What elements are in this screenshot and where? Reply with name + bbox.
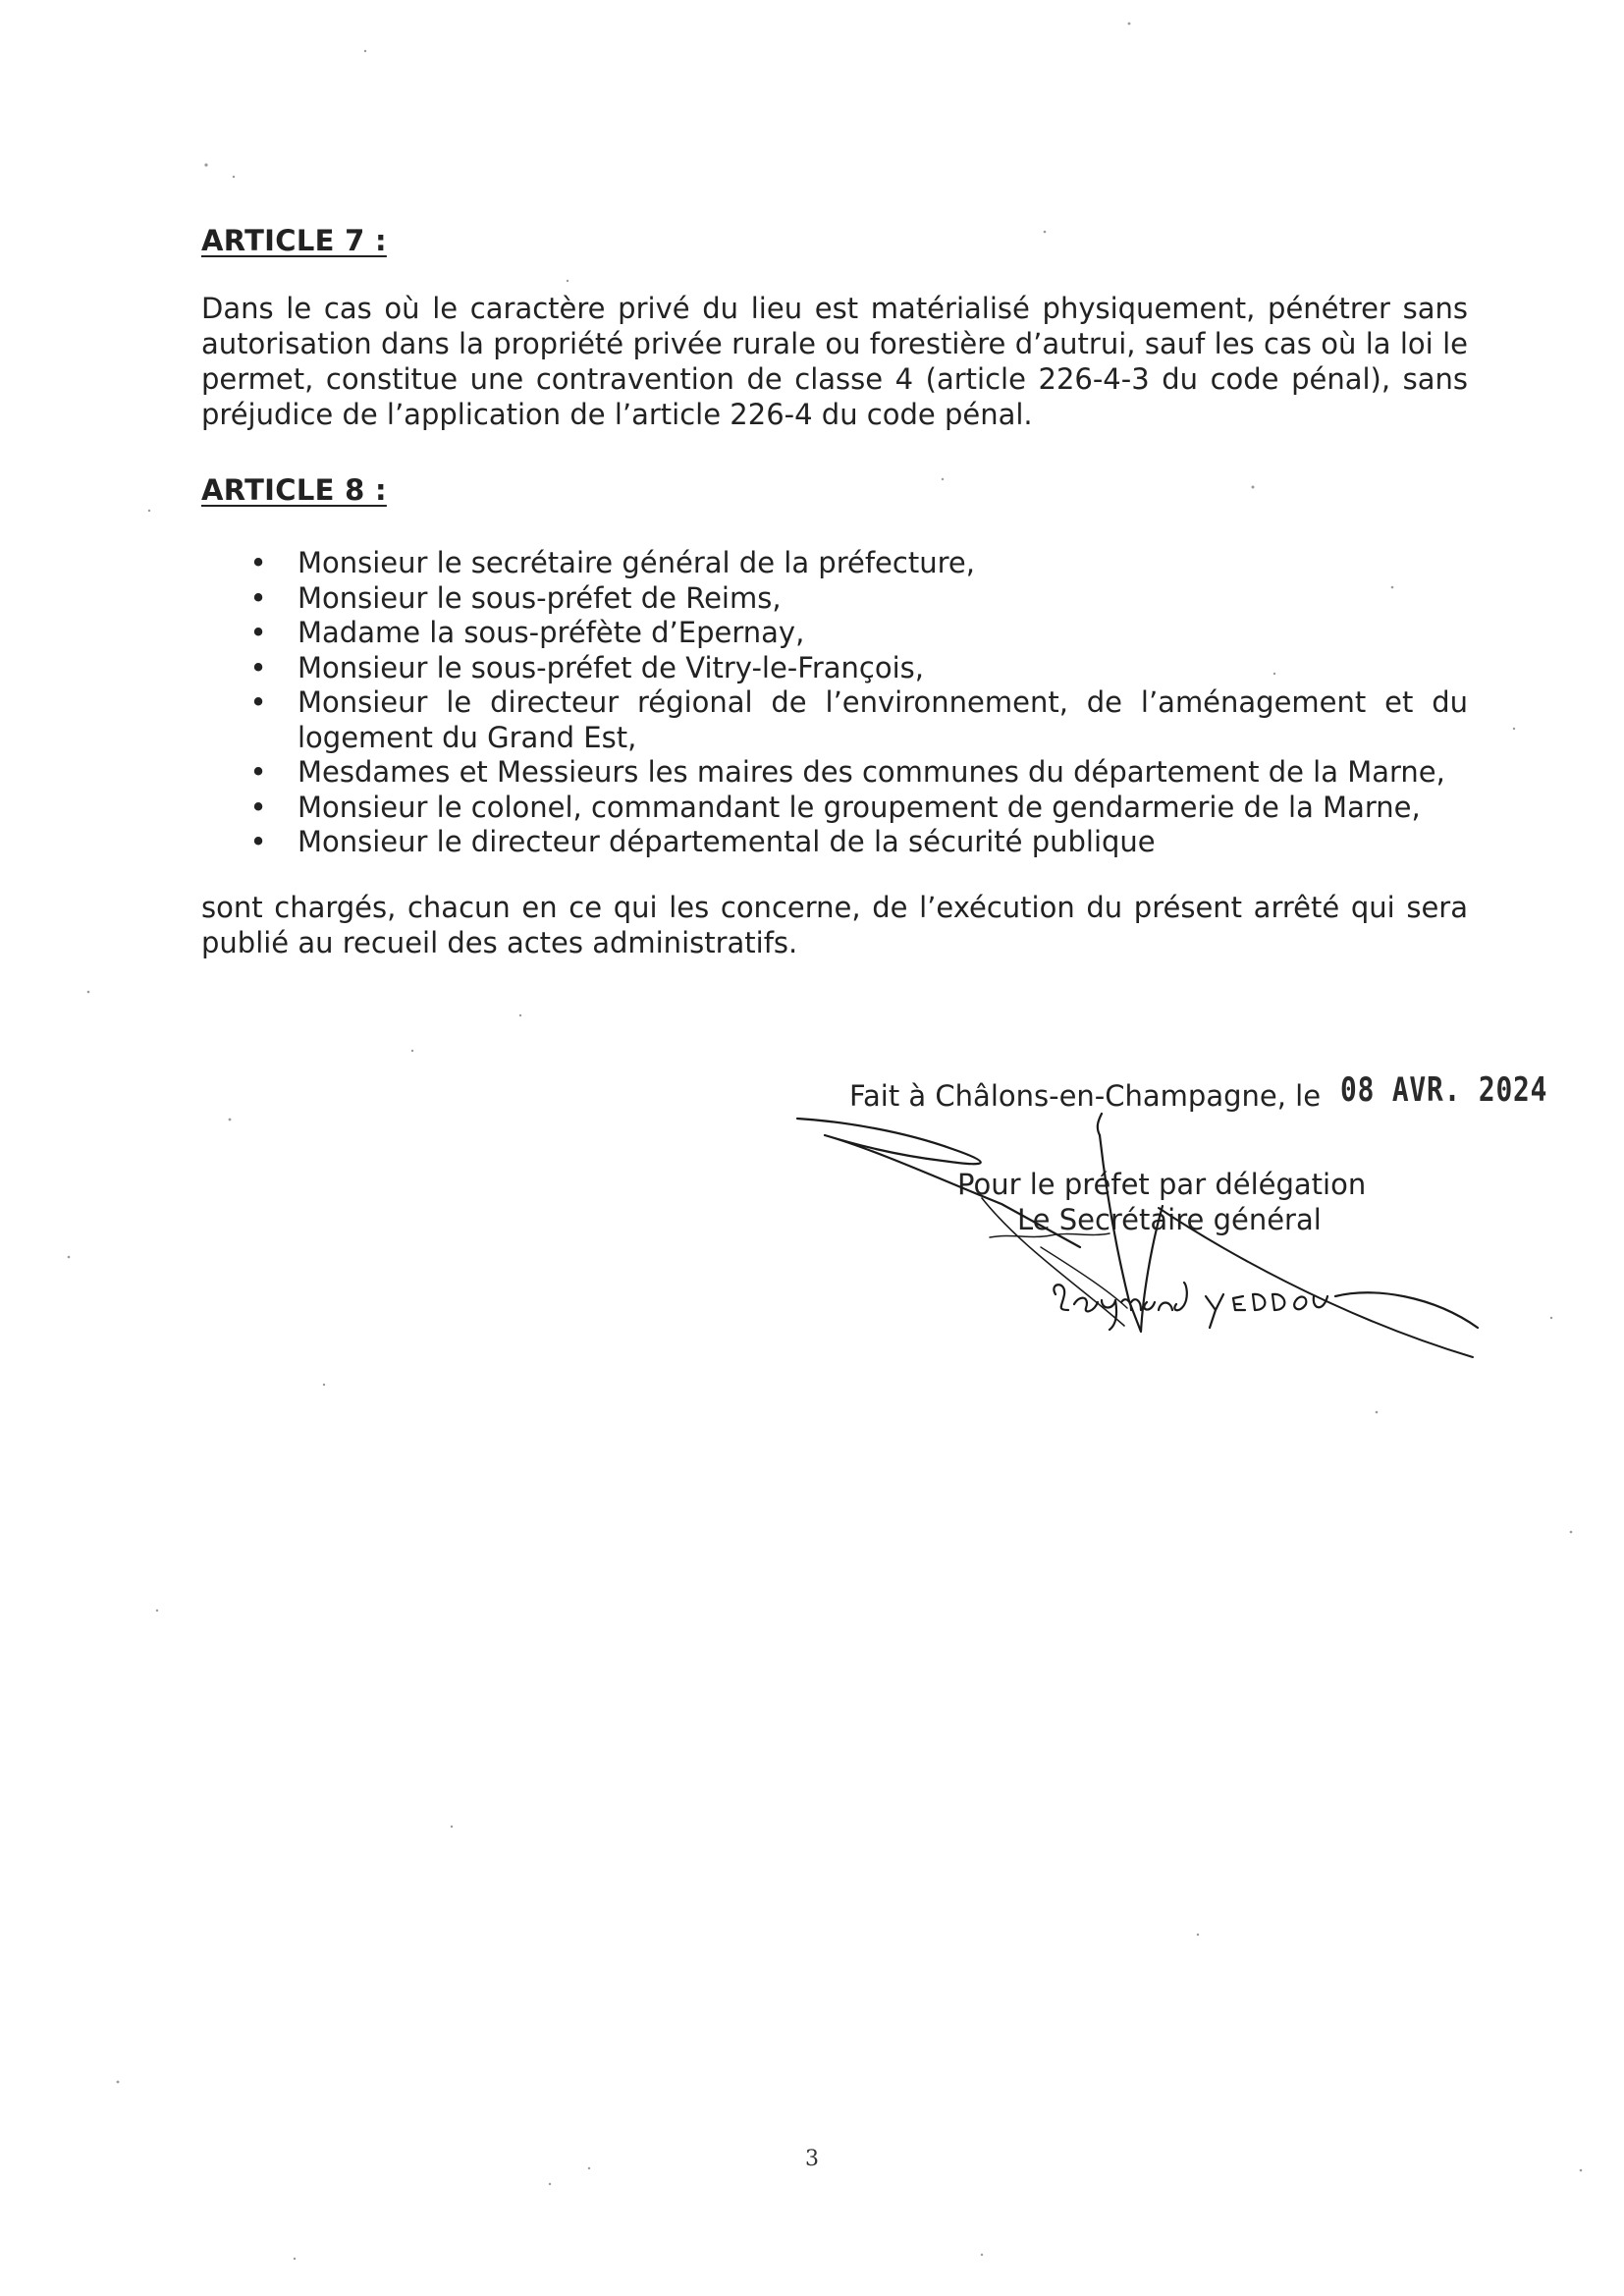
list-item: • Mesdames et Messieurs les maires des communes du département de la Marne, — [249, 755, 1445, 789]
place-line: Fait à Châlons-en-Champagne, le — [849, 1079, 1322, 1113]
list-item: • Monsieur le secrétaire général de la préfecture, — [249, 546, 975, 579]
bullet-icon: • — [249, 685, 267, 719]
list-item: • Monsieur le directeur régional de l’environnement, de l’aménagement et du logement du Grand Est, — [249, 685, 1468, 754]
bullet-icon: • — [249, 580, 267, 615]
list-item: • Madame la sous-préfète d’Epernay, — [249, 616, 805, 649]
bullet-icon: • — [249, 825, 267, 858]
date-stamp: 08 AVR. 2024 — [1340, 1070, 1548, 1110]
delegation-line: Pour le préfet par délégation — [957, 1168, 1367, 1201]
bullet-icon: • — [249, 790, 267, 824]
list-item: • Monsieur le sous-préfet de Vitry-le-François, — [249, 650, 924, 684]
article-8-closing: sont chargés, chacun en ce qui les concerne, de l’exécution du présent arrêté qui sera publié au recueil des actes administratifs. — [201, 891, 1468, 959]
bullet-icon: • — [249, 546, 267, 579]
list-item: • Monsieur le sous-préfet de Reims, — [249, 580, 782, 615]
bullet-icon: • — [249, 650, 267, 684]
addressee-list — [201, 546, 1468, 860]
article-8-heading: ARTICLE 8 : — [201, 473, 387, 507]
handwritten-signature — [785, 1100, 1502, 1414]
bullet-icon: • — [249, 616, 267, 649]
signatory-title: Le Secrétaire général — [1017, 1203, 1322, 1236]
page-number: 3 — [805, 2147, 819, 2171]
bullet-icon: • — [249, 755, 267, 789]
article-7-heading: ARTICLE 7 : — [201, 224, 387, 257]
list-item: • Monsieur le directeur départemental de la sécurité publique — [249, 825, 1156, 858]
article-7-body: Dans le cas où le caractère privé du lieu est matérialisé physiquement, pénétrer sans autorisation dans la propriété privée rurale ou forestière d’autrui, sauf les cas où la loi le permet, constitue une contravention de classe 4 (article 226-4-3 du code pénal), sans préjudice de l’application de l’article 226-4 du code pénal. — [201, 292, 1468, 431]
list-item: • Monsieur le colonel, commandant le groupement de gendarmerie de la Marne, — [249, 790, 1421, 824]
